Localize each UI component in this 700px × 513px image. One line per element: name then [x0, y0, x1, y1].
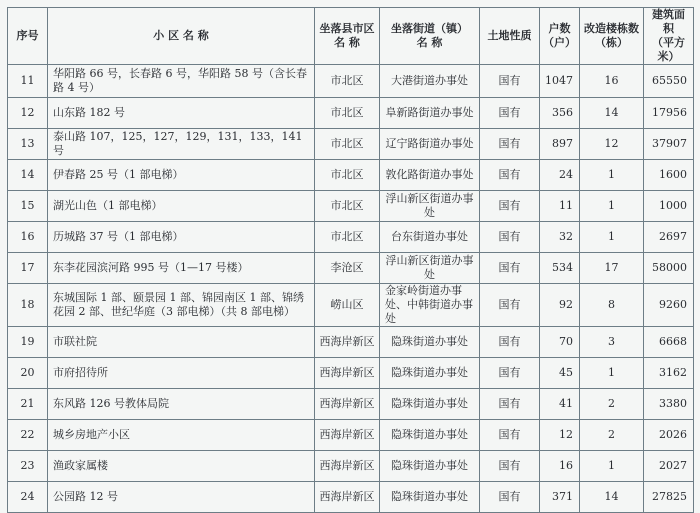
- cell-name: 渔政家属楼: [48, 451, 315, 482]
- cell-area: 3380: [644, 389, 694, 420]
- cell-buildings: 17: [580, 253, 644, 284]
- table-body: [8, 65, 694, 513]
- cell-buildings: 1: [580, 160, 644, 191]
- cell-buildings: 1: [580, 191, 644, 222]
- col-header-name: 小 区 名 称: [48, 8, 315, 65]
- cell-district: 西海岸新区: [315, 389, 380, 420]
- table-row: [8, 160, 694, 191]
- cell-seq: 17: [8, 253, 48, 284]
- col-header-area: 建筑面积 （平方米）: [644, 8, 694, 65]
- cell-street: 阜新路街道办事处: [380, 98, 480, 129]
- cell-households: 356: [540, 98, 580, 129]
- cell-area: 37907: [644, 129, 694, 160]
- table-row: [8, 389, 694, 420]
- cell-district: 崂山区: [315, 284, 380, 327]
- table-row: [8, 191, 694, 222]
- cell-name: 湖光山色（1 部电梯）: [48, 191, 315, 222]
- cell-district: 市北区: [315, 191, 380, 222]
- cell-buildings: 2: [580, 389, 644, 420]
- cell-name: 东城国际 1 部、颐景园 1 部、锦园南区 1 部、锦绣花园 2 部、世纪华庭（3 部电梯）（共 8 部电梯）: [48, 284, 315, 327]
- cell-district: 市北区: [315, 222, 380, 253]
- cell-land: 国有: [480, 253, 540, 284]
- cell-buildings: 16: [580, 65, 644, 98]
- renovation-table: [7, 7, 694, 513]
- col-header-buildings: 改造楼栋数 （栋）: [580, 8, 644, 65]
- table-row: [8, 253, 694, 284]
- cell-name: 城乡房地产小区: [48, 420, 315, 451]
- cell-district: 市北区: [315, 129, 380, 160]
- cell-street: 辽宁路街道办事处: [380, 129, 480, 160]
- cell-area: 58000: [644, 253, 694, 284]
- cell-land: 国有: [480, 327, 540, 358]
- cell-households: 32: [540, 222, 580, 253]
- cell-seq: 21: [8, 389, 48, 420]
- table-row: [8, 98, 694, 129]
- cell-area: 27825: [644, 482, 694, 513]
- cell-land: 国有: [480, 358, 540, 389]
- header-row: [8, 8, 694, 65]
- cell-land: 国有: [480, 284, 540, 327]
- cell-land: 国有: [480, 98, 540, 129]
- cell-land: 国有: [480, 389, 540, 420]
- table-row: [8, 327, 694, 358]
- cell-seq: 15: [8, 191, 48, 222]
- cell-district: 西海岸新区: [315, 482, 380, 513]
- cell-street: 浮山新区街道办事处: [380, 191, 480, 222]
- cell-land: 国有: [480, 482, 540, 513]
- cell-seq: 12: [8, 98, 48, 129]
- cell-area: 17956: [644, 98, 694, 129]
- cell-area: 1000: [644, 191, 694, 222]
- cell-district: 西海岸新区: [315, 358, 380, 389]
- cell-buildings: 12: [580, 129, 644, 160]
- table-row: [8, 222, 694, 253]
- cell-area: 65550: [644, 65, 694, 98]
- cell-street: 敦化路街道办事处: [380, 160, 480, 191]
- cell-district: 市北区: [315, 160, 380, 191]
- cell-households: 41: [540, 389, 580, 420]
- cell-land: 国有: [480, 191, 540, 222]
- table-row: [8, 358, 694, 389]
- table-row: [8, 284, 694, 327]
- cell-name: 公园路 12 号: [48, 482, 315, 513]
- cell-seq: 24: [8, 482, 48, 513]
- cell-area: 1600: [644, 160, 694, 191]
- cell-name: 历城路 37 号（1 部电梯）: [48, 222, 315, 253]
- cell-street: 台东街道办事处: [380, 222, 480, 253]
- cell-district: 西海岸新区: [315, 327, 380, 358]
- cell-name: 市联社院: [48, 327, 315, 358]
- table-row: [8, 482, 694, 513]
- cell-seq: 18: [8, 284, 48, 327]
- cell-name: 山东路 182 号: [48, 98, 315, 129]
- cell-seq: 23: [8, 451, 48, 482]
- cell-area: 2697: [644, 222, 694, 253]
- cell-buildings: 1: [580, 358, 644, 389]
- cell-district: 市北区: [315, 98, 380, 129]
- cell-households: 45: [540, 358, 580, 389]
- cell-land: 国有: [480, 129, 540, 160]
- cell-street: 金家岭街道办事处、中韩街道办事处: [380, 284, 480, 327]
- cell-seq: 19: [8, 327, 48, 358]
- cell-buildings: 14: [580, 482, 644, 513]
- cell-buildings: 8: [580, 284, 644, 327]
- cell-land: 国有: [480, 420, 540, 451]
- cell-households: 16: [540, 451, 580, 482]
- cell-name: 华阳路 66 号，长春路 6 号，华阳路 58 号（含长春路 4 号）: [48, 65, 315, 98]
- cell-name: 市府招待所: [48, 358, 315, 389]
- cell-land: 国有: [480, 451, 540, 482]
- cell-street: 隐珠街道办事处: [380, 389, 480, 420]
- table-row: [8, 420, 694, 451]
- cell-seq: 22: [8, 420, 48, 451]
- cell-buildings: 2: [580, 420, 644, 451]
- cell-district: 西海岸新区: [315, 451, 380, 482]
- cell-households: 12: [540, 420, 580, 451]
- cell-land: 国有: [480, 65, 540, 98]
- cell-households: 11: [540, 191, 580, 222]
- cell-district: 李沧区: [315, 253, 380, 284]
- cell-households: 1047: [540, 65, 580, 98]
- cell-seq: 16: [8, 222, 48, 253]
- col-header-households: 户数 （户）: [540, 8, 580, 65]
- cell-name: 泰山路 107，125，127，129，131，133，141 号: [48, 129, 315, 160]
- cell-district: 市北区: [315, 65, 380, 98]
- cell-street: 浮山新区街道办事处: [380, 253, 480, 284]
- table-row: [8, 65, 694, 98]
- cell-buildings: 1: [580, 451, 644, 482]
- cell-households: 24: [540, 160, 580, 191]
- cell-street: 隐珠街道办事处: [380, 420, 480, 451]
- cell-households: 70: [540, 327, 580, 358]
- cell-area: 2026: [644, 420, 694, 451]
- cell-area: 9260: [644, 284, 694, 327]
- col-header-land: 土地性质: [480, 8, 540, 65]
- cell-area: 3162: [644, 358, 694, 389]
- table-row: [8, 451, 694, 482]
- cell-seq: 13: [8, 129, 48, 160]
- cell-households: 92: [540, 284, 580, 327]
- cell-district: 西海岸新区: [315, 420, 380, 451]
- cell-households: 897: [540, 129, 580, 160]
- cell-buildings: 14: [580, 98, 644, 129]
- cell-name: 东风路 126 号教体局院: [48, 389, 315, 420]
- cell-seq: 14: [8, 160, 48, 191]
- residential-renovation-table-sheet: [7, 7, 693, 513]
- cell-households: 371: [540, 482, 580, 513]
- col-header-street: 坐落街道（镇） 名 称: [380, 8, 480, 65]
- cell-buildings: 1: [580, 222, 644, 253]
- cell-name: 东李花园滨河路 995 号（1—17 号楼）: [48, 253, 315, 284]
- cell-buildings: 3: [580, 327, 644, 358]
- cell-street: 隐珠街道办事处: [380, 451, 480, 482]
- cell-households: 534: [540, 253, 580, 284]
- cell-street: 隐珠街道办事处: [380, 482, 480, 513]
- cell-street: 大港街道办事处: [380, 65, 480, 98]
- col-header-district: 坐落县市区 名 称: [315, 8, 380, 65]
- cell-street: 隐珠街道办事处: [380, 358, 480, 389]
- cell-area: 6668: [644, 327, 694, 358]
- table-row: [8, 129, 694, 160]
- cell-land: 国有: [480, 160, 540, 191]
- cell-area: 2027: [644, 451, 694, 482]
- col-header-seq: 序号: [8, 8, 48, 65]
- cell-seq: 11: [8, 65, 48, 98]
- cell-land: 国有: [480, 222, 540, 253]
- cell-street: 隐珠街道办事处: [380, 327, 480, 358]
- cell-name: 伊春路 25 号（1 部电梯）: [48, 160, 315, 191]
- table-header: [8, 8, 694, 65]
- cell-seq: 20: [8, 358, 48, 389]
